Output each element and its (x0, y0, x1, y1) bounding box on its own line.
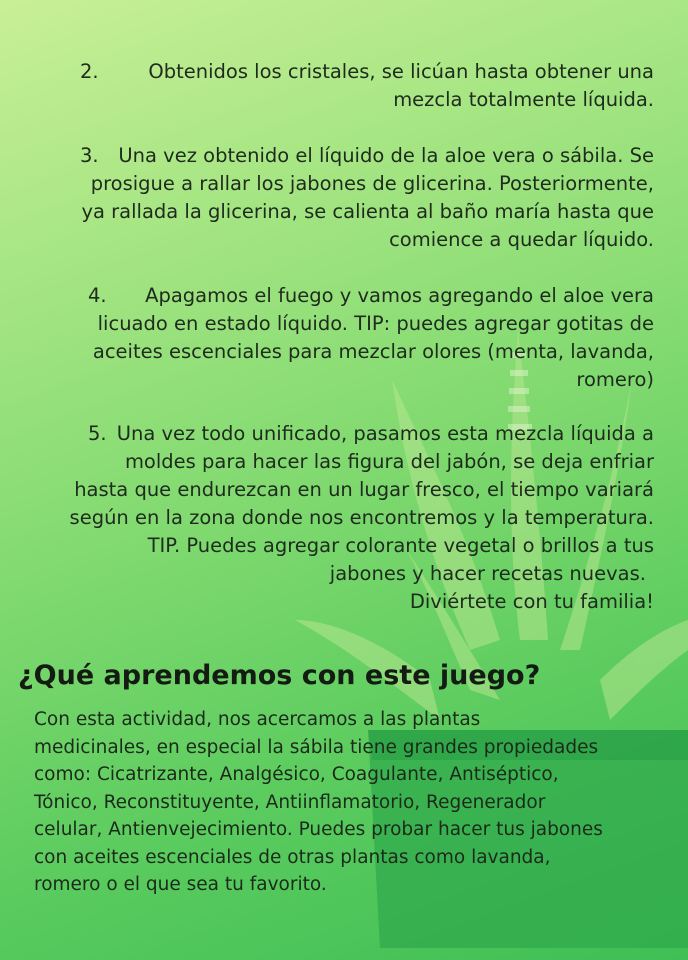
step-line: ya rallada la glicerina, se calienta al baño maría hasta que (81, 200, 654, 223)
step-line: comience a quedar líquido. (389, 228, 654, 251)
paragraph-line: romero o el que sea tu favorito. (34, 874, 327, 895)
step-line: 5. Una vez todo unificado, pasamos esta mezcla líquida a (60, 420, 654, 448)
step-line: moldes para hacer las figura del jabón, se deja enfriar (124, 450, 654, 473)
step-line: 4. Apagamos el fuego y vamos agregando el aloe vera (80, 282, 654, 310)
step-line: jabones y hacer recetas nuevas. (329, 562, 646, 585)
paragraph-line: Con esta actividad, nos acercamos a las plantas (34, 709, 481, 730)
step-line: TIP. Puedes agregar colorante vegetal o brillos a tus (147, 534, 654, 557)
step-line: 3. Una vez obtenido el líquido de la aloe vera o sábila. Se (80, 142, 654, 170)
step-line: prosigue a rallar los jabones de glicerina. Posteriormente, (90, 172, 654, 195)
step-line: licuado en estado líquido. TIP: puedes agregar gotitas de (97, 312, 654, 335)
step-line: hasta que endurezcan en un lugar fresco, el tiempo variará (74, 478, 654, 501)
step-5 (60, 420, 654, 616)
step-number: 2. (80, 60, 99, 83)
step-number: 4. (88, 284, 107, 307)
paragraph-line: con aceites escenciales de otras plantas como lavanda, (34, 846, 551, 868)
step-2 (80, 58, 654, 114)
step-line: aceites escenciales para mezclar olores (menta, lavanda, (92, 340, 654, 363)
paragraph-line: celular, Antienvejecimiento. Puedes probar hacer tus jabones (34, 819, 603, 840)
step-line: romero) (576, 368, 654, 391)
step-line: mezcla totalmente líquida. (393, 88, 654, 111)
paragraph-line: medicinales, en especial la sábila tiene grandes propiedades (34, 736, 599, 758)
step-line: 2. Obtenidos los cristales, se licúan hasta obtener una (80, 58, 654, 86)
step-3 (80, 142, 654, 254)
step-line: según en la zona donde nos encontremos y la temperatura. (69, 506, 654, 529)
paragraph-line: como: Cicatrizante, Analgésico, Coagulante, Antiséptico, (34, 764, 559, 785)
step-number: 5. (88, 422, 107, 445)
step-4 (80, 282, 654, 394)
step-line: Diviértete con tu familia! (409, 590, 654, 613)
paragraph-line: Tónico, Reconstituyente, Antiinflamatorio, Regenerador (34, 791, 546, 813)
step-number: 3. (80, 144, 99, 167)
section-heading: ¿Qué aprendemos con este juego? (18, 660, 541, 691)
section-paragraph (34, 706, 644, 899)
